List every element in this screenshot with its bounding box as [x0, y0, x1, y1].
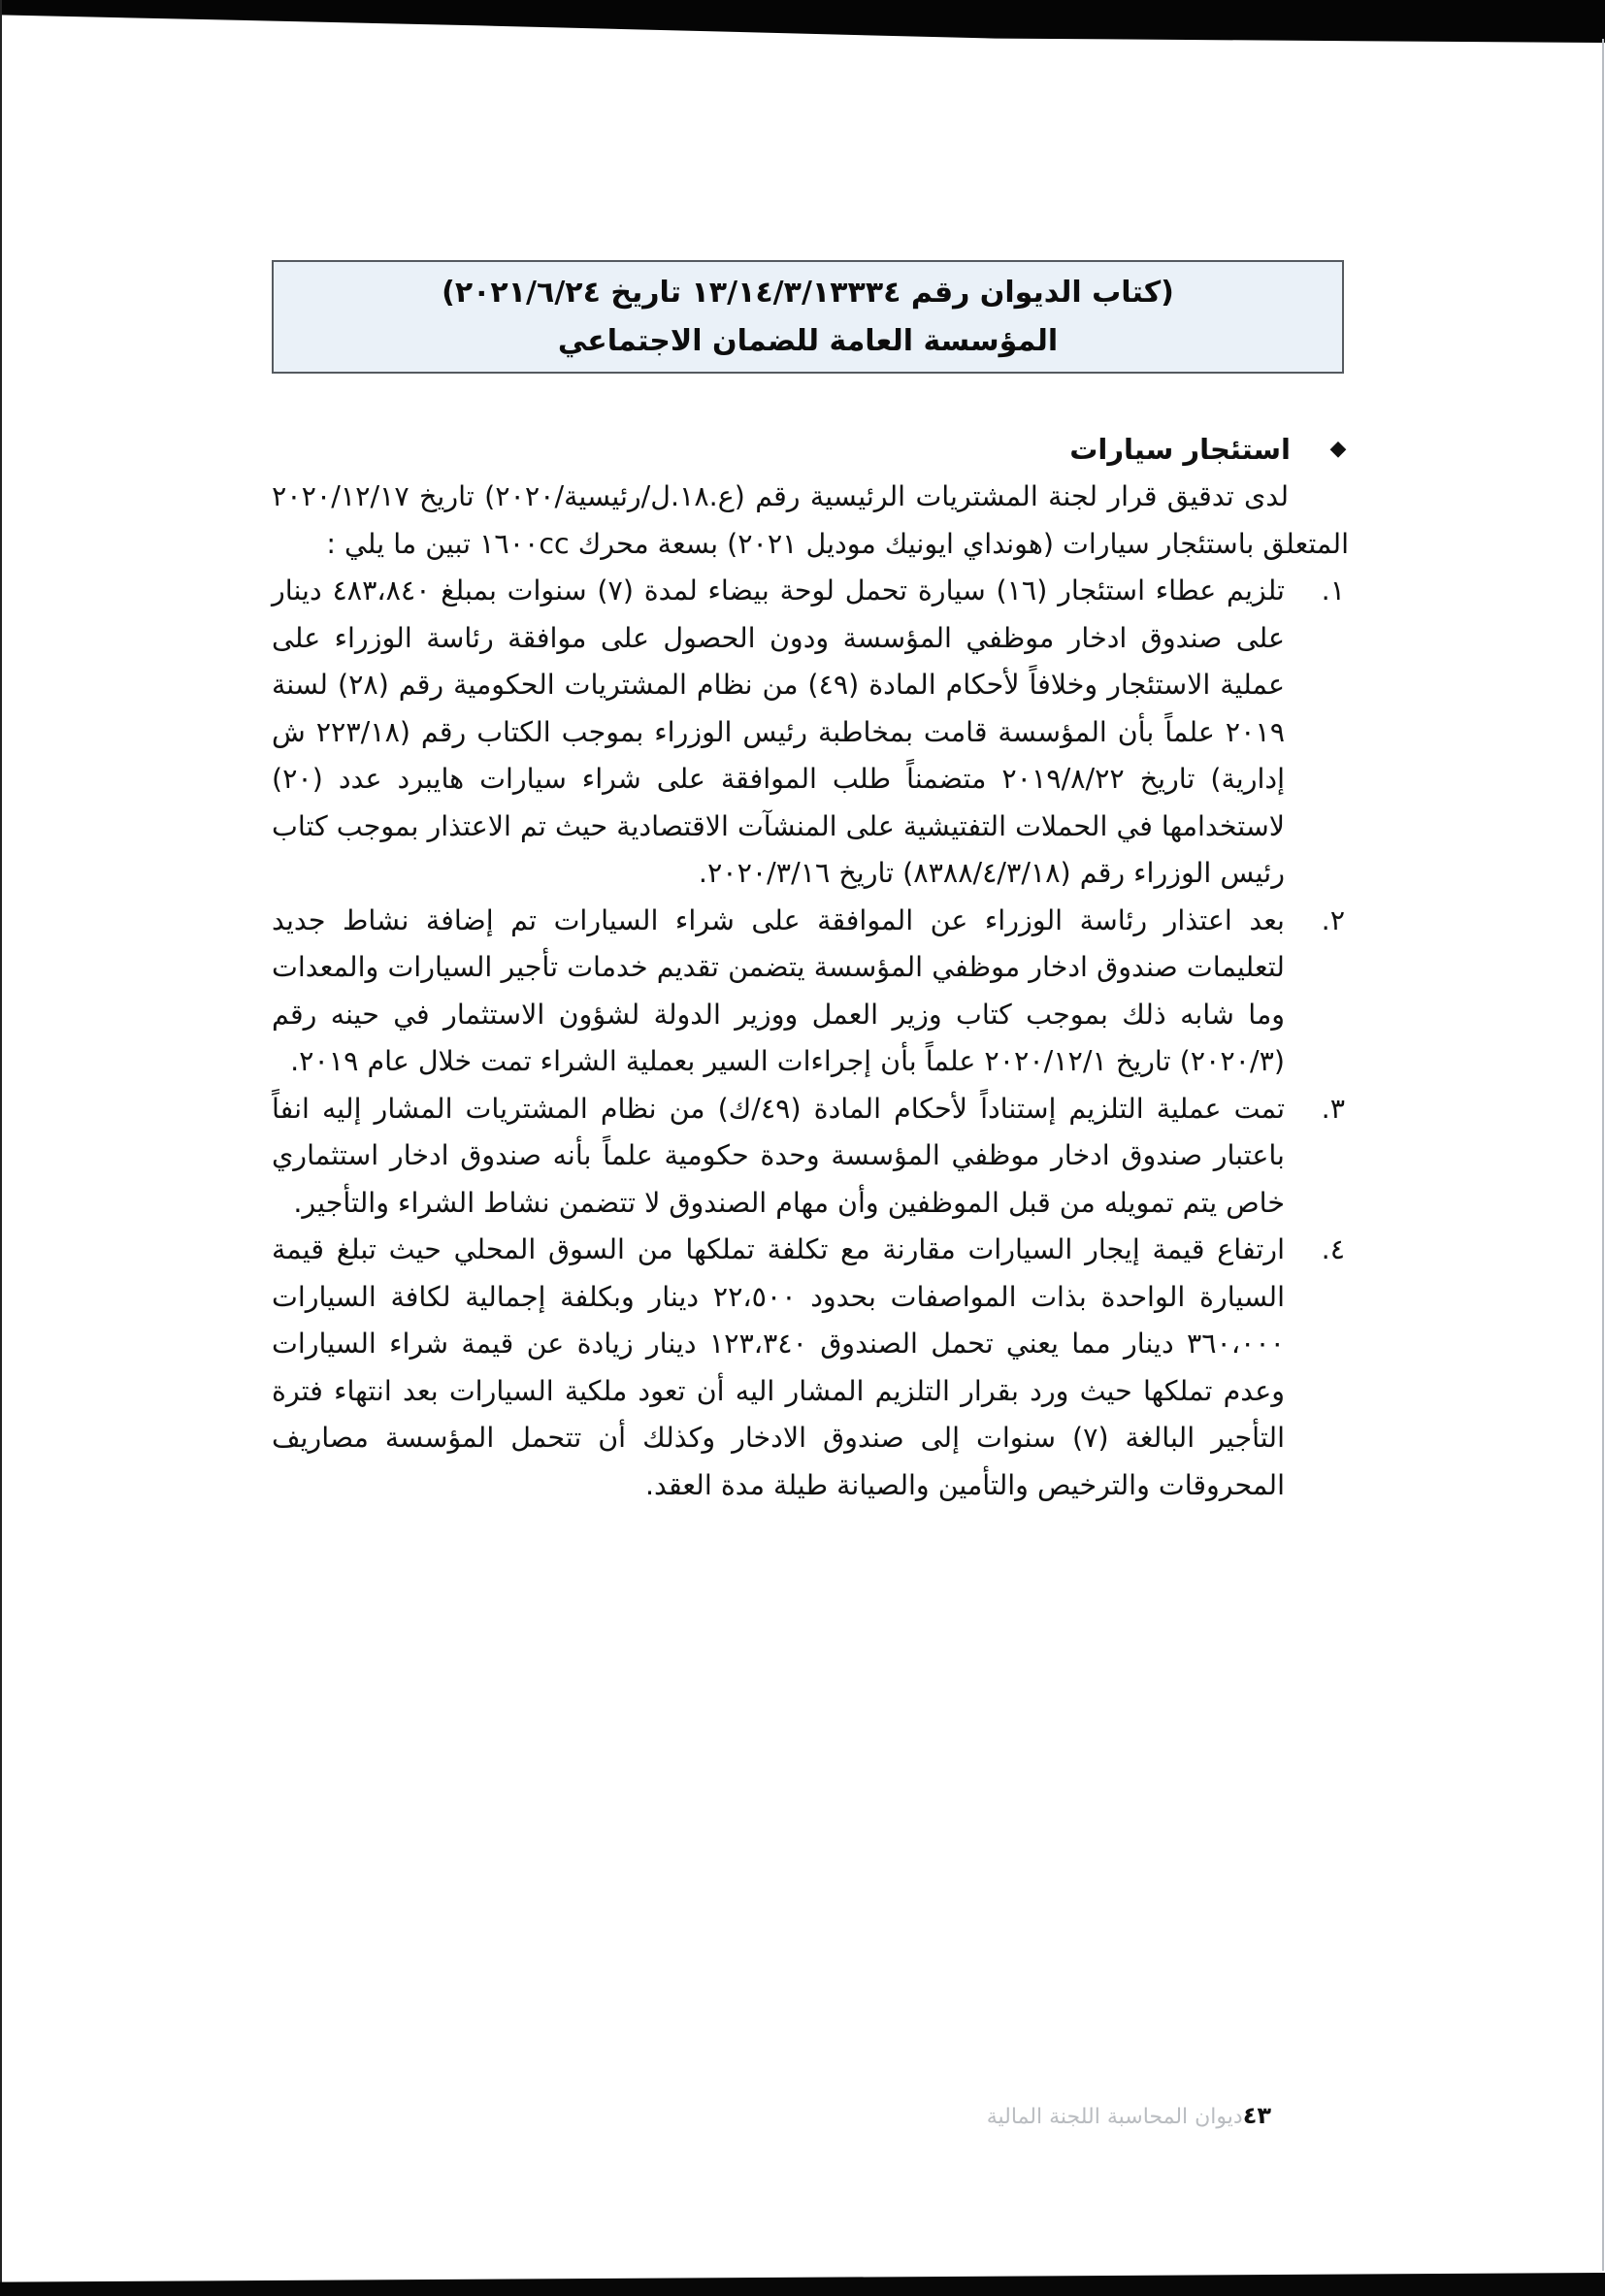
page-number: ٤٣: [1242, 2102, 1271, 2129]
section-heading: [272, 425, 1349, 474]
list-item-text: ارتفاع قيمة إيجار السيارات مقارنة مع تكلفة تملكها من السوق المحلي حيث تبلغ قيمة السيارة الواحدة بذات المواصفات بحدود ٢٢،٥٠٠ دينار وبكلفة إجمالية لكافة السيارات ٣٦٠،٠٠٠ دينار مما يعني تحمل الصندوق ١٢٣،٣٤٠ دينار زيادة عن قيمة شراء السيارات وعدم تملكها حيث ورد بقرار التلزيم المشار اليه أن تعود ملكية السيارات بعد انتهاء فترة التأجير البالغة (٧) سنوات إلى صندوق الادخار وكذلك أن تتحمل المؤسسة مصاريف المحروقات والترخيص والتأمين والصيانة طيلة مدة العقد.: [272, 1233, 1285, 1501]
list-item: [272, 1086, 1349, 1228]
page-footer: [796, 2102, 1271, 2129]
findings-list: [272, 568, 1349, 1509]
diamond-bullet-icon: ◆: [1329, 436, 1347, 461]
scan-edge-top: [0, 0, 1605, 43]
list-item-number: ١.: [1321, 574, 1345, 607]
header-organization-name: المؤسسة العامة للضمان الاجتماعي: [557, 323, 1059, 358]
header-reference-line: (كتاب الديوان رقم ١٣/١٤/٣/١٣٣٣٤ تاريخ ٢٠٢١/٦/٢٤): [442, 275, 1174, 310]
list-item-text: تلزيم عطاء استئجار (١٦) سيارة تحمل لوحة بيضاء لمدة (٧) سنوات بمبلغ ٤٨٣،٨٤٠ دينار على صندوق ادخار موظفي المؤسسة ودون الحصول على موافقة رئاسة الوزراء على عملية الاستئجار وخلافاً لأحكام المادة (٤٩) من نظام المشتريات الحكومية رقم (٢٨) لسنة ٢٠١٩ علماً بأن المؤسسة قامت بمخاطبة رئيس الوزراء بموجب الكتاب رقم (٢٢٣/١٨ ش إدارية) تاريخ ٢٠١٩/٨/٢٢ متضمناً طلب الموافقة على شراء سيارات هايبرد عدد (٢٠) لاستخدامها في الحملات التفتيشية على المنشآت الاقتصادية حيث تم الاعتذار بموجب كتاب رئيس الوزراء رقم (٨٣٨٨/٤/٣/١٨) تاريخ ٢٠٢٠/٣/١٦.: [271, 574, 1286, 889]
scan-edge-bottom: [0, 2273, 1605, 2296]
list-item: [272, 1227, 1349, 1509]
document-header-box: [272, 260, 1344, 374]
list-item-number: ٢.: [1321, 903, 1345, 936]
scan-edge-left: [0, 0, 2, 2296]
footer-title: ديوان المحاسبة اللجنة المالية: [986, 2105, 1243, 2129]
list-item-text: تمت عملية التلزيم إستناداً لأحكام المادة (٤٩/ك) من نظام المشتريات المشار إليه انفاً باعتبار صندوق ادخار موظفي المؤسسة وحدة حكومية علماً بأنه صندوق ادخار استثماري خاص يتم تمويله من قبل الموظفين وأن مهام الصندوق لا تتضمن نشاط الشراء والتأجير.: [272, 1092, 1285, 1219]
list-item: [272, 898, 1349, 1086]
intro-paragraph: لدى تدقيق قرار لجنة المشتريات الرئيسية رقم (ع.١٨.ل/رئيسية/٢٠٢٠) تاريخ ٢٠٢٠/١٢/١٧ المتعلق باستئجار سيارات (هونداي ايونيك موديل ٢٠٢١) بسعة محرك ١٦٠٠cc تبين ما يلي :: [272, 480, 1349, 560]
list-item: [272, 568, 1349, 898]
list-item-text: بعد اعتذار رئاسة الوزراء عن الموافقة على شراء السيارات تم إضافة نشاط جديد لتعليمات صندوق ادخار موظفي المؤسسة يتضمن تقديم خدمات تأجير السيارات والمعدات وما شابه ذلك بموجب كتاب وزير العمل ووزير الدولة لشؤون الاستثمار في حينه رقم (٢٠٢٠/٣) تاريخ ٢٠٢٠/١٢/١ علماً بأن إجراءات السير بعملية الشراء تمت خلال عام ٢٠١٩.: [272, 903, 1285, 1077]
section-heading-text: استئجار سيارات: [1069, 432, 1291, 466]
document-body: [272, 425, 1349, 1509]
scan-edge-right: [1602, 39, 1604, 2271]
list-item-number: ٤.: [1321, 1233, 1345, 1265]
list-item-number: ٣.: [1321, 1092, 1345, 1125]
